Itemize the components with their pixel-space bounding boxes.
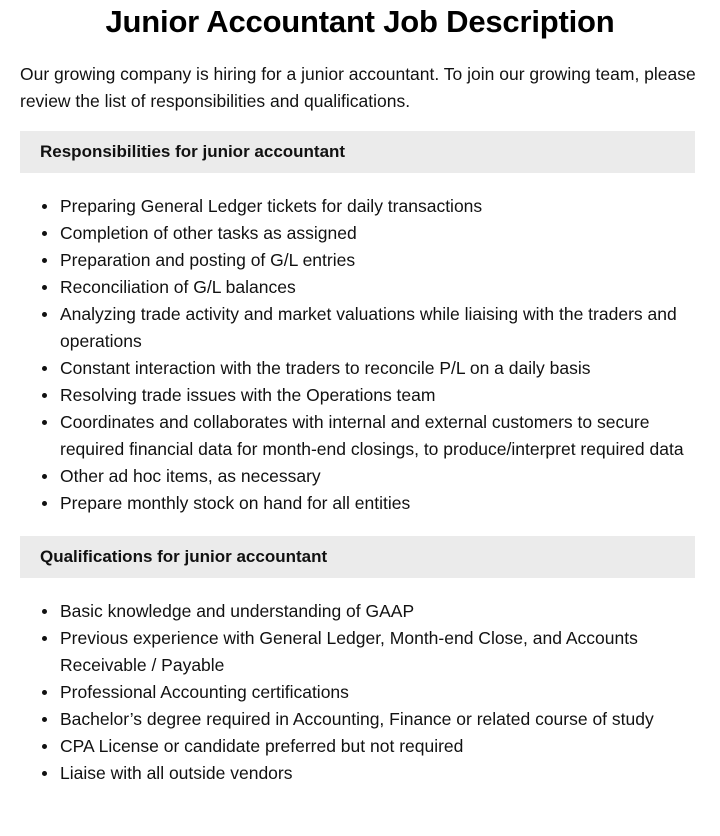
bullet-icon [42,609,47,614]
bullet-icon [42,717,47,722]
list-item-text: Other ad hoc items, as necessary [60,466,321,486]
responsibilities-header: Responsibilities for junior accountant [20,131,695,173]
bullet-icon [42,690,47,695]
list-item [20,274,695,301]
list-item [20,760,695,787]
list-item-text: Prepare monthly stock on hand for all entities [60,493,411,513]
list-item [20,220,695,247]
list-item [20,679,695,706]
bullet-icon [42,771,47,776]
bullet-icon [42,204,47,209]
list-item [20,382,695,409]
bullet-icon [42,744,47,749]
bullet-icon [42,231,47,236]
list-item-text: Bachelor’s degree required in Accounting, Finance or related course of study [60,709,654,729]
list-item-text: Preparing General Ledger tickets for daily transactions [60,196,483,216]
list-item [20,409,695,463]
bullet-icon [42,474,47,479]
list-item [20,733,695,760]
list-item-text: Completion of other tasks as assigned [60,223,357,243]
bullet-icon [42,636,47,641]
bullet-icon [42,501,47,506]
page-title: Junior Accountant Job Description [105,4,615,39]
list-item [20,301,695,355]
list-item [20,598,695,625]
list-item-text: Liaise with all outside vendors [60,763,293,783]
list-item [20,247,695,274]
list-item [20,355,695,382]
list-item-text: Preparation and posting of G/L entries [60,250,356,270]
list-item [20,706,695,733]
bullet-icon [42,420,47,425]
list-item-text: CPA License or candidate preferred but not required [60,736,464,756]
bullet-icon [42,366,47,371]
list-item [20,625,695,679]
list-item-text: Reconciliation of G/L balances [60,277,296,297]
qualifications-list [20,598,695,787]
list-item-text: Previous experience with General Ledger, Month-end Close, and Accounts Receivable / Payable [60,628,638,675]
list-item-text: Resolving trade issues with the Operations team [60,385,436,405]
bullet-icon [42,312,47,317]
list-item-text: Professional Accounting certifications [60,682,349,702]
list-item [20,463,695,490]
list-item-text: Basic knowledge and understanding of GAAP [60,601,415,621]
bullet-icon [42,285,47,290]
list-item [20,193,695,220]
list-item-text: Analyzing trade activity and market valuations while liaising with the traders and operations [60,304,677,351]
list-item [20,490,695,517]
responsibilities-list [20,193,695,517]
list-item-text: Coordinates and collaborates with internal and external customers to secure required financial data for month-end closings, to produce/interpret required data [60,412,684,459]
list-item-text: Constant interaction with the traders to reconcile P/L on a daily basis [60,358,591,378]
bullet-icon [42,393,47,398]
bullet-icon [42,258,47,263]
qualifications-header: Qualifications for junior accountant [20,536,695,578]
intro-paragraph: Our growing company is hiring for a junior accountant. To join our growing team, please review the list of responsibilities and qualifications. [20,64,696,111]
